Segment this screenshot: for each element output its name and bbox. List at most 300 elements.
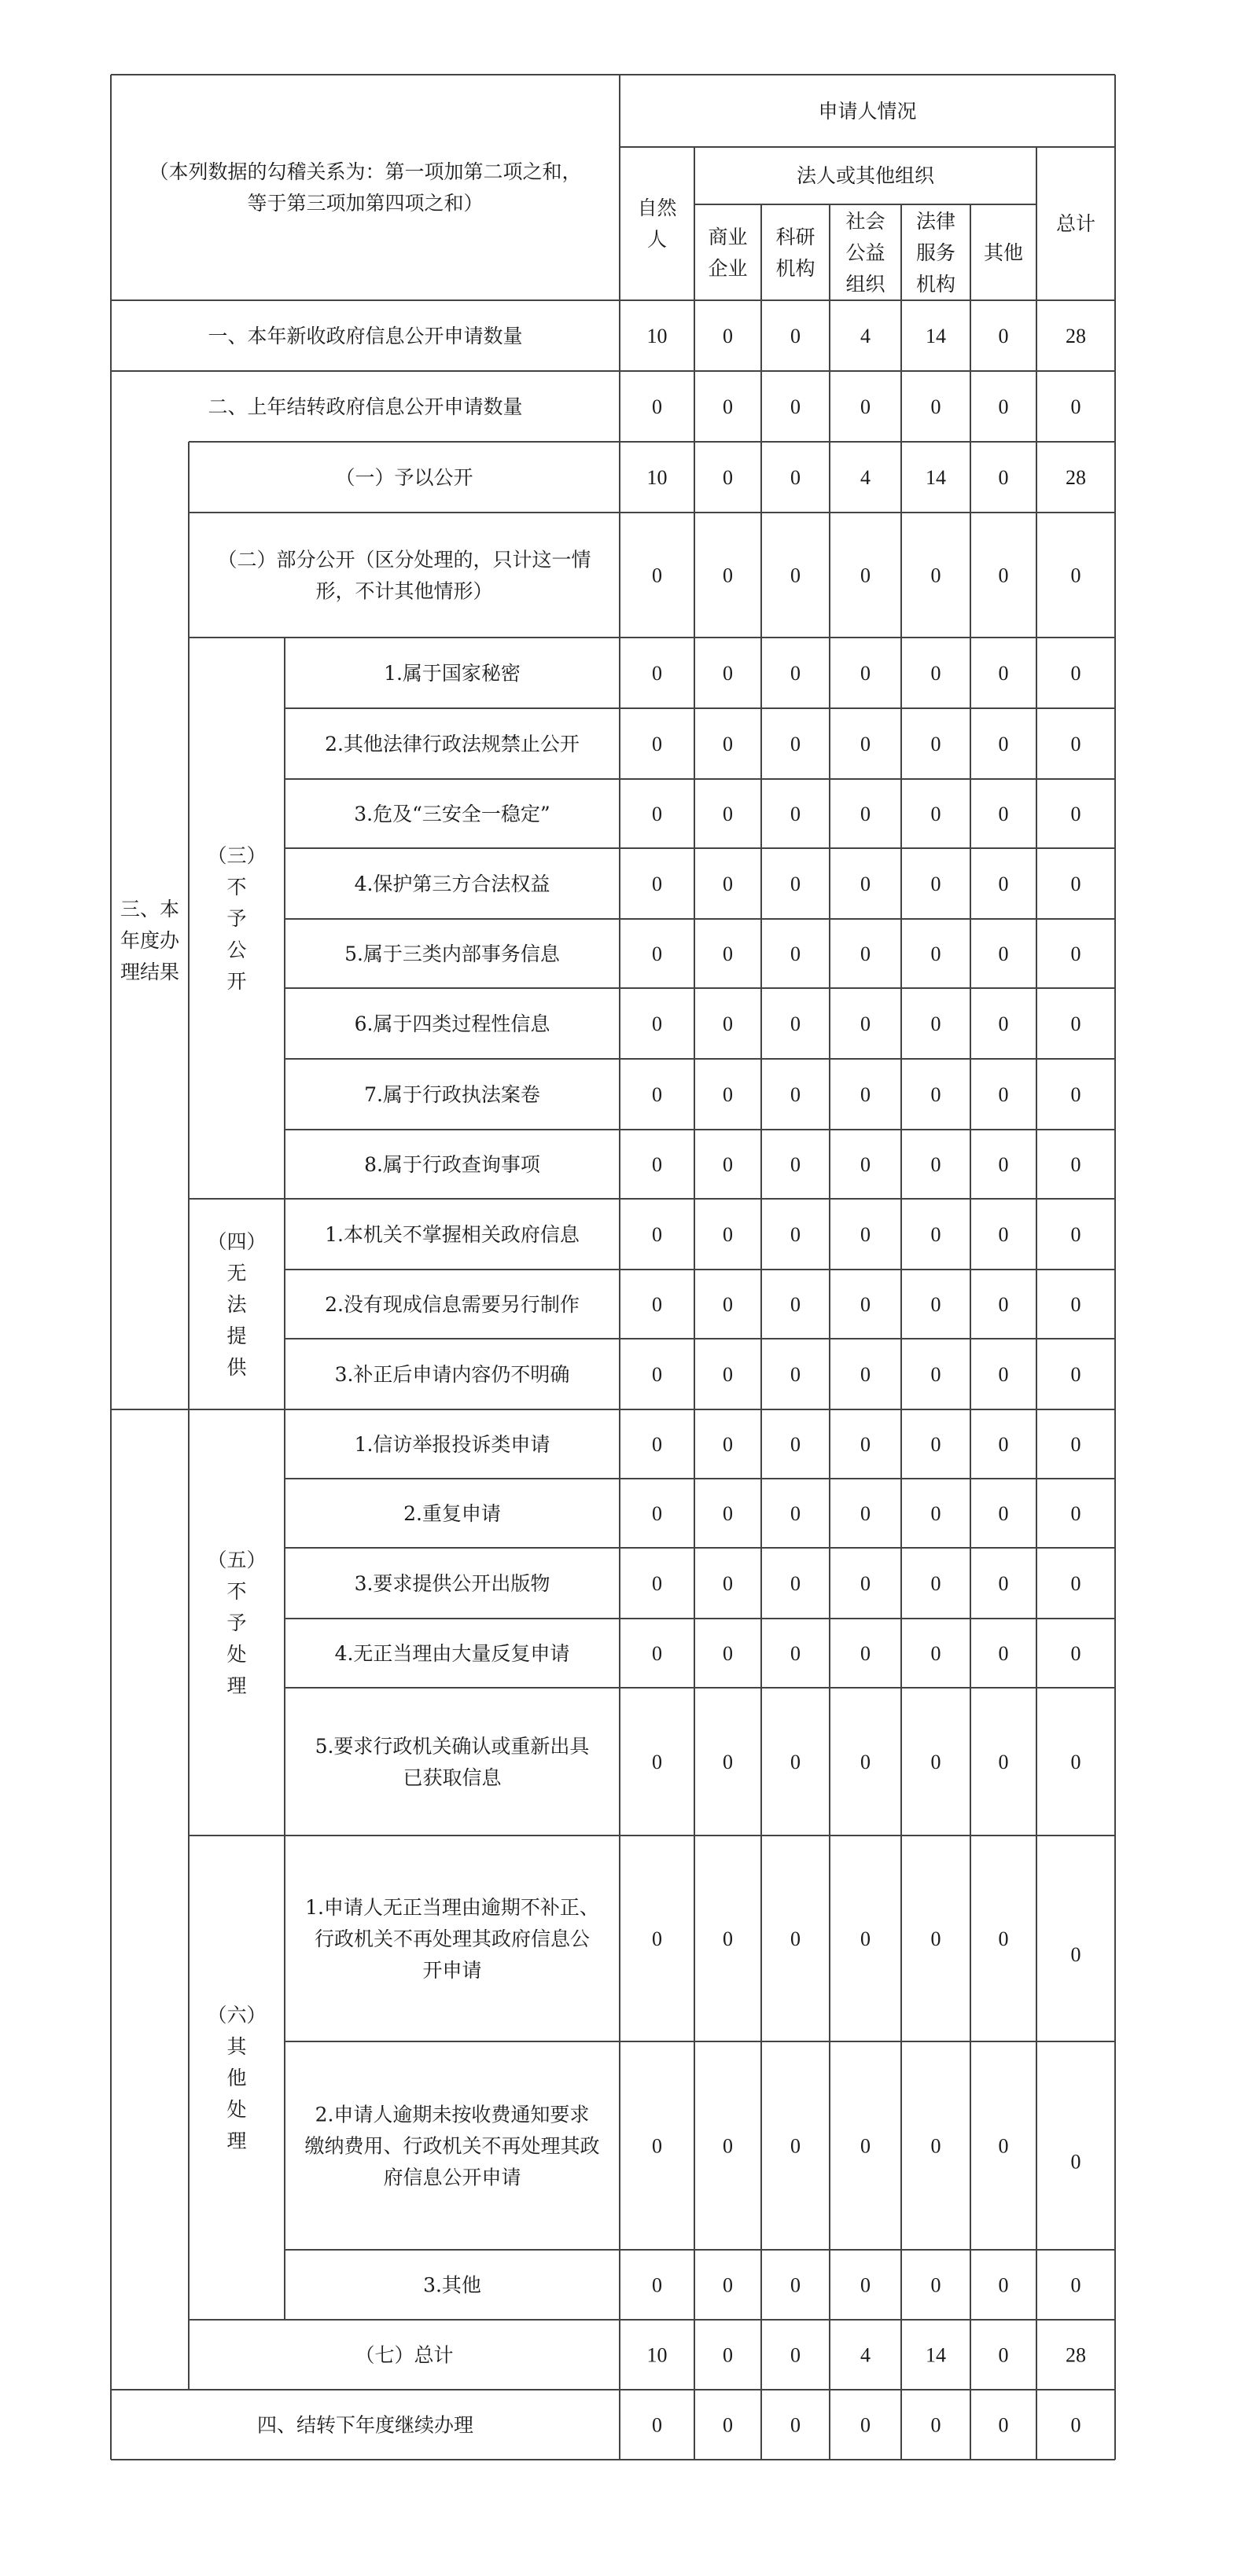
- row-value-line: 0: [652, 733, 662, 755]
- row-value-line: 0: [723, 1433, 733, 1456]
- row-value: [790, 1083, 801, 1106]
- row-label: [355, 2344, 453, 2367]
- row-value: [723, 873, 733, 895]
- row-value-line: 0: [652, 564, 662, 587]
- row-label-line: 缴纳费用、行政机关不再处理其政: [304, 2134, 600, 2158]
- row-label-line: 3.危及“三安全一稳定”: [354, 803, 550, 825]
- org-type-header: [775, 226, 815, 280]
- row-value: [860, 2135, 871, 2158]
- row-total-value-line: 0: [1070, 2150, 1081, 2174]
- row-value-line: 0: [860, 1751, 871, 1773]
- row-value: [860, 2414, 871, 2437]
- group-six-label-line: （六）: [207, 2004, 267, 2027]
- group-six-label-line: 他: [226, 2067, 247, 2089]
- section-three-label: [120, 898, 180, 983]
- row-value: [999, 2274, 1009, 2297]
- org-type-header-line: 机构: [775, 257, 815, 280]
- group-three-label-line: 不: [226, 876, 247, 898]
- row-total-value-line: 0: [1070, 1943, 1081, 1966]
- group-four-label-line: 无: [226, 1262, 247, 1284]
- row-value: [999, 733, 1009, 755]
- org-type-header: [845, 210, 885, 296]
- row-value: [999, 873, 1009, 895]
- row-value: [652, 1927, 662, 1950]
- row-value: [723, 466, 733, 489]
- column-note-line: 等于第三项加第四项之和）: [247, 192, 484, 215]
- row-value: [723, 943, 733, 965]
- row-value: [723, 1223, 733, 1246]
- row-label-line: 2.申请人逾期未按收费通知要求: [315, 2103, 590, 2126]
- row-value: [723, 1433, 733, 1456]
- row-label: [315, 1735, 591, 1789]
- row-value: [860, 1502, 871, 1525]
- row-value-line: 0: [998, 1572, 1009, 1595]
- row-value-line: 0: [930, 1012, 941, 1035]
- row-value-line: 0: [998, 943, 1009, 965]
- row-value: [999, 395, 1009, 418]
- row-value: [790, 1572, 801, 1595]
- row-value-line: 0: [723, 873, 733, 895]
- row-value: [926, 2344, 946, 2367]
- row-value: [647, 2344, 668, 2367]
- org-type-header-line: 机构: [915, 273, 956, 296]
- row-value-line: 0: [652, 1572, 662, 1595]
- row-value-line: 0: [860, 1433, 871, 1456]
- row-value-line: 0: [860, 1642, 871, 1665]
- row-value-line: 0: [652, 1363, 662, 1386]
- row-value: [999, 1223, 1009, 1246]
- group-three-label-line: 开: [226, 970, 247, 993]
- row-label-line: （一）予以公开: [335, 466, 473, 489]
- row-label: [217, 549, 591, 603]
- row-label: [355, 1572, 550, 1595]
- group-four-label-line: 供: [226, 1356, 247, 1379]
- row-total-value-line: 0: [1070, 1083, 1081, 1106]
- row-value: [860, 564, 871, 587]
- row-value-line: 0: [930, 2413, 941, 2437]
- table-cells: [120, 100, 1095, 2437]
- row-value: [652, 1012, 662, 1035]
- row-value-line: 0: [790, 662, 801, 685]
- row-value: [652, 564, 662, 587]
- row-value: [860, 1293, 871, 1316]
- row-value: [999, 2344, 1009, 2367]
- row-label: [423, 2274, 481, 2297]
- org-type-header-line: 服务: [915, 241, 956, 264]
- row-label: [355, 1433, 550, 1456]
- row-total-value-line: 0: [1070, 733, 1081, 755]
- row-label-line: 已获取信息: [403, 1766, 502, 1789]
- natural-person-header-line: 人: [646, 228, 668, 251]
- row-value: [652, 1293, 662, 1316]
- org-type-header-line: 企业: [708, 257, 748, 280]
- row-total-value: [1071, 2151, 1081, 2174]
- row-value: [999, 1293, 1009, 1316]
- row-label: [403, 1502, 501, 1525]
- row-value-line: 0: [790, 1433, 801, 1456]
- row-value-line: 14: [926, 325, 946, 347]
- row-value-line: 0: [790, 1083, 801, 1106]
- row-value: [723, 1363, 733, 1386]
- row-value: [931, 395, 941, 418]
- row-value: [860, 1153, 871, 1176]
- row-value: [931, 1083, 941, 1106]
- org-type-header: [916, 210, 955, 296]
- row-value: [790, 2344, 801, 2367]
- row-total-value: [1071, 564, 1081, 587]
- row-total-value-line: 0: [1070, 1363, 1081, 1386]
- row-value: [652, 2414, 662, 2437]
- row-value-line: 0: [860, 873, 871, 895]
- group-five-label-line: （五）: [207, 1549, 267, 1571]
- row-value-line: 0: [723, 733, 733, 755]
- row-value: [723, 1502, 733, 1525]
- row-label-line: 二、上年结转政府信息公开申请数量: [208, 395, 523, 418]
- row-value: [790, 803, 801, 825]
- row-value: [860, 943, 871, 965]
- row-value: [931, 803, 941, 825]
- row-value-line: 0: [723, 1153, 733, 1176]
- row-value-line: 0: [790, 1751, 801, 1773]
- column-note: [149, 160, 581, 215]
- row-value: [931, 1223, 941, 1246]
- row-value: [723, 1572, 733, 1595]
- row-value-line: 0: [930, 1642, 941, 1665]
- group-three-label: [207, 844, 266, 993]
- legal-group-header-line: 法人或其他组织: [796, 164, 935, 187]
- row-value-line: 0: [652, 873, 662, 895]
- row-value-line: 0: [930, 1433, 941, 1456]
- row-value-line: 0: [790, 1293, 801, 1316]
- row-value: [999, 943, 1009, 965]
- row-value-line: 0: [998, 1153, 1009, 1176]
- row-value: [652, 1642, 662, 1665]
- group-five-label-line: 予: [226, 1611, 247, 1634]
- row-value-line: 0: [998, 2273, 1009, 2297]
- row-value-line: 0: [998, 662, 1009, 685]
- row-total-value-line: 0: [1070, 1012, 1081, 1035]
- row-value: [931, 1433, 941, 1456]
- row-value-line: 0: [860, 943, 871, 965]
- row-value-line: 0: [998, 2343, 1009, 2367]
- row-value: [652, 943, 662, 965]
- total-header: [1056, 212, 1095, 235]
- row-total-value-line: 0: [1070, 873, 1081, 895]
- row-value: [790, 2414, 801, 2437]
- row-value-line: 0: [652, 1153, 662, 1176]
- row-value-line: 14: [926, 466, 946, 489]
- row-value: [999, 1363, 1009, 1386]
- row-total-value: [1071, 1083, 1081, 1106]
- row-value-line: 0: [998, 1012, 1009, 1035]
- row-label: [354, 803, 550, 825]
- row-total-value-line: 0: [1070, 1751, 1081, 1773]
- row-value-line: 0: [723, 466, 733, 489]
- group-five-label: [207, 1549, 266, 1697]
- row-total-value: [1071, 1502, 1081, 1525]
- row-label: [325, 733, 580, 755]
- row-label-line: 4.无正当理由大量反复申请: [334, 1642, 570, 1665]
- row-value-line: 0: [652, 662, 662, 685]
- row-value: [723, 1153, 733, 1176]
- group-four-label-line: 提: [226, 1325, 247, 1347]
- row-value-line: 0: [930, 662, 941, 685]
- row-value-line: 0: [860, 1223, 871, 1246]
- row-value: [931, 943, 941, 965]
- row-label-line: 5.要求行政机关确认或重新出具: [315, 1735, 590, 1758]
- row-label-line: 7.属于行政执法案卷: [364, 1083, 540, 1106]
- row-value: [790, 1153, 801, 1176]
- row-value-line: 0: [652, 1642, 662, 1665]
- row-value: [790, 943, 801, 965]
- row-value: [723, 325, 733, 347]
- row-value-line: 0: [790, 1153, 801, 1176]
- row-value: [723, 564, 733, 587]
- row-value: [790, 873, 801, 895]
- org-type-header-line: 公益: [845, 241, 885, 264]
- row-value-line: 0: [998, 466, 1009, 489]
- row-value: [652, 1502, 662, 1525]
- org-type-header-line: 科研: [775, 226, 815, 248]
- row-value: [999, 325, 1009, 347]
- row-value: [723, 395, 733, 418]
- row-value-line: 0: [860, 1572, 871, 1595]
- row-value: [926, 325, 946, 347]
- row-label: [364, 1083, 540, 1106]
- group-six-label-line: 理: [226, 2130, 247, 2152]
- row-value-line: 0: [723, 1083, 733, 1106]
- row-total-value: [1071, 395, 1081, 418]
- row-value: [647, 466, 668, 489]
- row-value: [652, 1433, 662, 1456]
- row-value-line: 0: [790, 325, 801, 347]
- row-value: [860, 1223, 871, 1246]
- row-value-line: 0: [860, 1927, 871, 1950]
- org-type-header-line: 法律: [915, 210, 956, 233]
- row-value-line: 0: [723, 2413, 733, 2437]
- row-value-line: 0: [998, 1363, 1009, 1386]
- row-value: [860, 395, 871, 418]
- row-value-line: 0: [790, 466, 801, 489]
- total-header-line: 总计: [1055, 212, 1096, 235]
- row-value: [723, 1083, 733, 1106]
- row-value: [860, 662, 871, 685]
- row-value: [860, 1433, 871, 1456]
- row-value: [790, 1642, 801, 1665]
- row-value: [931, 1363, 941, 1386]
- row-value-line: 0: [790, 733, 801, 755]
- row-value: [652, 395, 662, 418]
- row-value-line: 0: [930, 1751, 941, 1773]
- row-value-line: 0: [998, 873, 1009, 895]
- row-value-line: 0: [860, 1153, 871, 1176]
- row-total-value: [1071, 1642, 1081, 1665]
- row-value-line: 0: [930, 1083, 941, 1106]
- row-value: [931, 733, 941, 755]
- row-value-line: 0: [652, 1223, 662, 1246]
- row-total-value-line: 0: [1070, 2413, 1081, 2437]
- row-value-line: 10: [646, 466, 668, 489]
- row-value: [860, 1642, 871, 1665]
- group-five-label-line: 处: [226, 1643, 247, 1666]
- row-value-line: 0: [860, 1012, 871, 1035]
- row-value-line: 0: [860, 1293, 871, 1316]
- row-value: [931, 2274, 941, 2297]
- group-six-label: [207, 2004, 266, 2152]
- row-label-line: （二）部分公开（区分处理的，只计这一情: [217, 548, 591, 571]
- row-value: [790, 1012, 801, 1035]
- org-type-header: [984, 241, 1023, 264]
- org-type-header: [708, 226, 747, 280]
- group-three-label-line: 公: [226, 939, 247, 961]
- row-value: [723, 1927, 733, 1950]
- row-total-value: [1071, 2414, 1081, 2437]
- row-value: [652, 1572, 662, 1595]
- org-type-header-line: 社会: [845, 210, 885, 233]
- row-value: [860, 2274, 871, 2297]
- row-label: [304, 2104, 599, 2189]
- row-label-line: 府信息公开申请: [383, 2166, 521, 2189]
- row-total-value-line: 0: [1070, 1223, 1081, 1246]
- row-value-line: 0: [930, 2134, 941, 2158]
- row-value: [999, 2135, 1009, 2158]
- row-total-value-line: 0: [1070, 662, 1081, 685]
- row-value: [931, 1012, 941, 1035]
- row-value-line: 0: [930, 1363, 941, 1386]
- row-value: [931, 2414, 941, 2437]
- row-value: [926, 466, 946, 489]
- row-value: [790, 1293, 801, 1316]
- row-label: [257, 2414, 473, 2437]
- row-value-line: 0: [790, 873, 801, 895]
- row-value-line: 0: [930, 1572, 941, 1595]
- row-value-line: 14: [926, 2343, 946, 2367]
- row-total-value: [1071, 803, 1081, 825]
- row-value-line: 0: [930, 873, 941, 895]
- row-value-line: 0: [998, 1083, 1009, 1106]
- row-value-line: 4: [860, 466, 871, 489]
- row-value: [931, 662, 941, 685]
- row-label-line: 5.属于三类内部事务信息: [344, 943, 560, 965]
- row-total-value-line: 0: [1070, 395, 1081, 418]
- row-value-line: 0: [652, 1751, 662, 1773]
- row-total-value-line: 0: [1070, 1642, 1081, 1665]
- row-value: [999, 1642, 1009, 1665]
- row-value-line: 0: [998, 1223, 1009, 1246]
- row-value: [652, 1751, 662, 1773]
- row-value: [652, 662, 662, 685]
- row-label-line: 3.其他: [423, 2273, 481, 2297]
- row-label: [335, 466, 473, 489]
- row-value-line: 0: [930, 1223, 941, 1246]
- section-three-label-line: 理结果: [120, 961, 180, 983]
- row-value-line: 10: [646, 2343, 668, 2367]
- row-value: [652, 2274, 662, 2297]
- row-total-value: [1071, 1943, 1081, 1966]
- row-value: [860, 1927, 871, 1950]
- row-label-line: 3.补正后申请内容仍不明确: [334, 1363, 570, 1386]
- group-six-label-line: 其: [226, 2035, 247, 2058]
- row-value: [723, 2414, 733, 2437]
- row-value-line: 0: [790, 1642, 801, 1665]
- row-value-line: 0: [998, 803, 1009, 825]
- row-value-line: 0: [860, 1363, 871, 1386]
- row-value-line: 0: [652, 2273, 662, 2297]
- row-value: [931, 873, 941, 895]
- row-value: [652, 733, 662, 755]
- group-six-label-line: 处: [226, 2098, 247, 2121]
- row-total-value: [1071, 1751, 1081, 1773]
- row-total-value-line: 0: [1070, 1572, 1081, 1595]
- row-value-line: 0: [998, 1642, 1009, 1665]
- row-value-line: 0: [652, 1012, 662, 1035]
- section-three-label-line: 三、本: [120, 898, 180, 921]
- row-value-line: 0: [790, 2413, 801, 2437]
- row-value-line: 0: [930, 733, 941, 755]
- row-label-line: 1.本机关不掌握相关政府信息: [325, 1223, 580, 1246]
- row-value-line: 0: [860, 662, 871, 685]
- row-value: [723, 2135, 733, 2158]
- column-note-line: （本列数据的勾稽关系为：第一项加第二项之和，: [149, 160, 582, 183]
- row-total-value-line: 0: [1070, 803, 1081, 825]
- row-value-line: 0: [790, 1363, 801, 1386]
- row-label-line: 1.属于国家秘密: [384, 662, 521, 685]
- row-value-line: 0: [652, 1433, 662, 1456]
- row-value: [652, 1153, 662, 1176]
- row-value: [790, 1502, 801, 1525]
- row-value-line: 0: [860, 1083, 871, 1106]
- row-value: [860, 325, 871, 347]
- row-value-line: 0: [930, 2273, 941, 2297]
- row-label: [325, 1223, 580, 1246]
- row-label-line: 1.信访举报投诉类申请: [354, 1433, 550, 1456]
- row-value-line: 0: [998, 1502, 1009, 1525]
- row-value: [790, 2135, 801, 2158]
- row-value: [652, 1363, 662, 1386]
- row-value-line: 0: [998, 2134, 1009, 2158]
- row-value: [931, 1927, 941, 1950]
- row-value-line: 0: [723, 1502, 733, 1525]
- row-value: [999, 466, 1009, 489]
- table-grid: [111, 75, 1115, 2460]
- row-value: [790, 2274, 801, 2297]
- group-three-label-line: （三）: [207, 844, 267, 867]
- row-value: [723, 1642, 733, 1665]
- row-value-line: 0: [723, 1751, 733, 1773]
- row-value-line: 0: [652, 1083, 662, 1106]
- row-total-value: [1066, 2344, 1086, 2367]
- row-value: [860, 1012, 871, 1035]
- row-value-line: 0: [790, 1012, 801, 1035]
- row-total-value: [1071, 1153, 1081, 1176]
- row-value-line: 0: [652, 1502, 662, 1525]
- row-total-value: [1071, 1433, 1081, 1456]
- applicant-header-line: 申请人情况: [818, 100, 917, 123]
- row-value: [790, 564, 801, 587]
- row-value: [860, 2344, 871, 2367]
- row-value: [723, 733, 733, 755]
- row-value: [723, 662, 733, 685]
- row-total-value: [1071, 1363, 1081, 1386]
- row-label: [335, 1642, 570, 1665]
- row-value: [999, 803, 1009, 825]
- row-value: [790, 1927, 801, 1950]
- row-total-value-line: 0: [1070, 564, 1081, 587]
- row-label: [344, 943, 561, 965]
- row-label: [384, 662, 521, 685]
- row-value: [652, 1083, 662, 1106]
- org-type-header-line: 组织: [845, 273, 885, 296]
